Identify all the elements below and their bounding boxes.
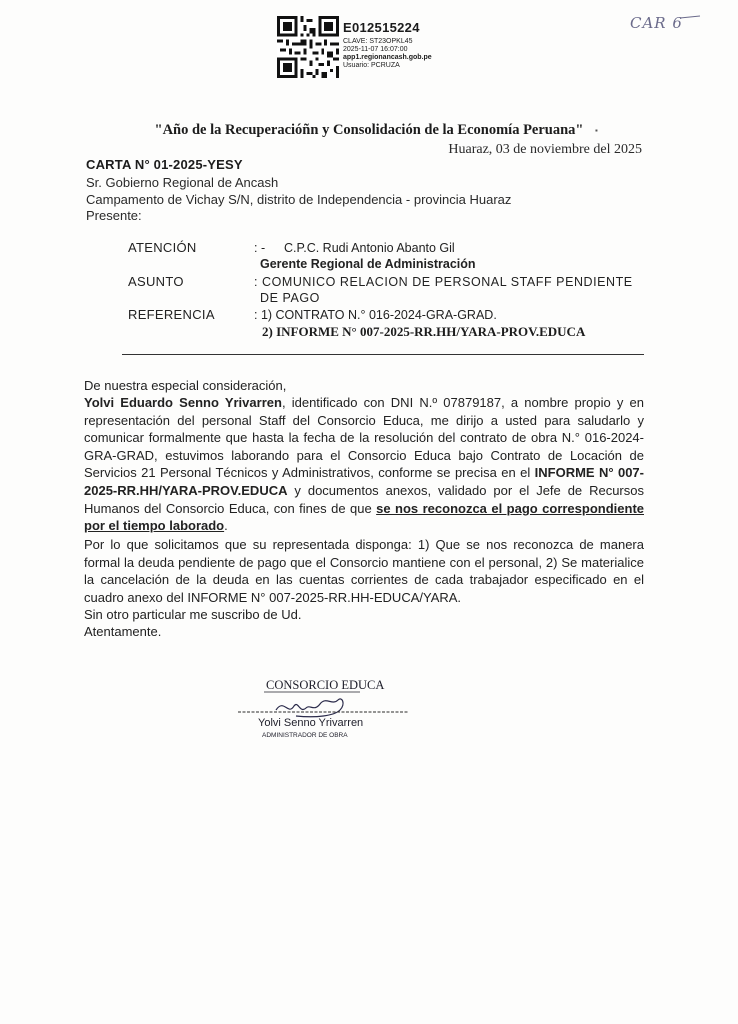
p1-text-a: , identificado con DNI N.º 07879187, a nombre propio y en representación del personal Staff del Consorcio Educa, me dirijo a usted para saludarlo y comunicar formalmente que hasta la fecha de la resolución del contrato de obra N.° 016-2024-GRA-GRAD, estuvimos laborando para el Consorcio Educa bajo Contrato de Locación de Servicios 21 Personal Técnicos y Administrativos, conforme se precisa en el xyxy=(84,395,645,481)
asunto-line1: : COMUNICO RELACION DE PERSONAL STAFF PENDIENTE xyxy=(254,275,633,289)
stamp-line: CLAVE: ST23OPKL45 xyxy=(343,38,413,45)
stamp-line: 2025-11-07 16:07:00 xyxy=(343,46,408,53)
recipient: Sr. Gobierno Regional de Ancash xyxy=(86,175,279,190)
referencia-label: REFERENCIA xyxy=(128,307,215,322)
body-paragraph-2: Por lo que solicitamos que su representada disponga: 1) Que se nos reconozca de manera formal la deuda pendiente de pago que el Consorcio mantiene con el personal, 2) Se materialice la cancelación de la deuda en las cuentas corrientes de cada trabajador especificado en el cuadro anexo del INFORME N° 007-2025-RR.HH-EDUCA/YARA. xyxy=(84,537,644,605)
atencion-prefix: : - xyxy=(254,241,266,255)
reception-stamp xyxy=(273,14,453,80)
referencia-line2: 2) INFORME N° 007-2025-RR.HH/YARA-PROV.EDUCA xyxy=(262,324,586,339)
sender-name: Yolvi Eduardo Senno Yrivarren xyxy=(84,395,282,410)
divider xyxy=(122,354,644,355)
stamp-line: app1.regionancash.gob.pe xyxy=(343,54,432,61)
greeting: De nuestra especial consideración, xyxy=(84,378,287,393)
stamp-name: Yolvi Senno Yrivarren xyxy=(258,717,364,729)
stamp-code: E012515224 xyxy=(343,20,420,35)
presente-label: Presente: xyxy=(86,208,142,223)
informe-reference: INFORME N° 007-2025-RR.HH/YARA-PROV.EDUCA xyxy=(84,465,644,498)
recipient-address: Campamento de Vichay S/N, distrito de Independencia - provincia Huaraz xyxy=(86,192,512,207)
asunto-label: ASUNTO xyxy=(128,274,184,289)
stamp-role: ADMINISTRADOR DE OBRA xyxy=(262,732,348,739)
referencia-line1: : 1) CONTRATO N.° 016-2024-GRA-GRAD. xyxy=(254,308,497,322)
p1-end: . xyxy=(224,518,228,534)
closing-salutation: Atentamente. xyxy=(84,624,162,639)
stamp-company: CONSORCIO EDUCA xyxy=(266,678,385,692)
letter-number: CARTA N° 01-2025-YESY xyxy=(86,157,243,172)
qr-code-icon xyxy=(277,16,339,78)
asunto-line2: DE PAGO xyxy=(260,291,320,305)
closing-line: Sin otro particular me suscribo de Ud. xyxy=(84,607,302,622)
body-paragraph-1 xyxy=(84,394,644,535)
decorative-mark: ▪ xyxy=(595,126,598,135)
atencion-name: C.P.C. Rudi Antonio Abanto Gil xyxy=(284,241,455,255)
year-motto: "Año de la Recuperacióñn y Consolidación de la Economía Peruana" xyxy=(154,122,584,138)
stamp-line: Usuario: PCRUZA xyxy=(343,62,400,69)
letter-date: Huaraz, 03 de noviembre del 2025 xyxy=(448,142,642,157)
atencion-role: Gerente Regional de Administración xyxy=(260,257,476,271)
signature-stamp xyxy=(236,676,426,756)
handwritten-note-text: CAR 6 xyxy=(630,14,683,32)
handwritten-signature xyxy=(276,699,343,717)
handwritten-note xyxy=(628,10,703,34)
atencion-label: ATENCIÓN xyxy=(128,240,197,255)
p1-text-b: y documentos anexos, validado por el Jefe de Recursos Humanos del Consorcio Educa, con fines de que xyxy=(84,482,644,516)
request-highlight: se nos reconozca el pago correspondiente por el tiempo laborado xyxy=(84,500,644,534)
